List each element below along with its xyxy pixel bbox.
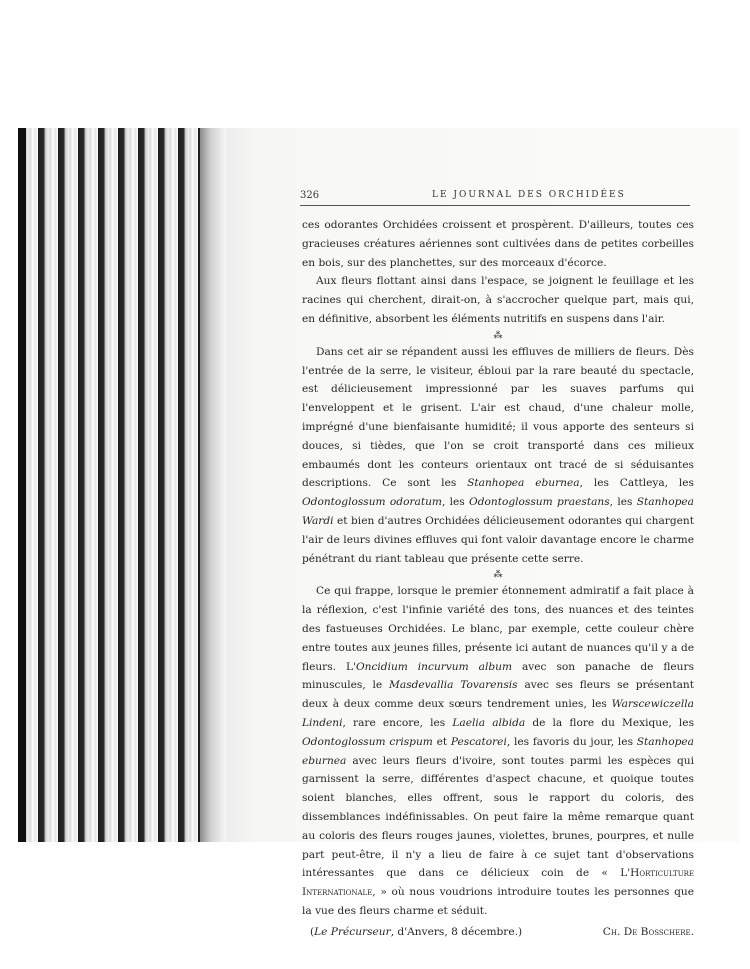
species-odontoglossum-praestans: Odontoglossum praestans [469, 496, 610, 509]
species-odontoglossum-crispum: Odontoglossum crispum [302, 735, 433, 748]
p4-text-1: Ce qui frappe, lorsque le premier étonnement admiratif a fait place à la réflexion, c'est l'infinie variété des tons, des nuances et des teintes des fastueuses Orchidées. Le blanc, par exemple, cette couleur chère entre toutes aux jeunes filles, présente ici autant de nuances qu'il y a de fleurs. L' [302, 585, 694, 673]
source-citation [310, 923, 522, 942]
species-oncidium-incurvum: Oncidium incurvum album [355, 660, 513, 673]
p4-text-4: , rare encore, les [342, 716, 453, 729]
p4-text-7: , les favoris du jour, les [506, 735, 637, 748]
page-number: 326 [300, 190, 320, 201]
p3-text-2: , les Cattleya, les [579, 477, 694, 490]
p4-text-3: avec ses fleurs se présentant deux à deux comme deux sœurs tendrement unies, les [302, 679, 694, 711]
author-name: Ch. De Bosschere. [602, 925, 694, 938]
species-warscewiczella-lindeni: Warscewiczella Lindeni [302, 698, 694, 729]
species-odontoglossum-odoratum: Odontoglossum odoratum [302, 496, 442, 509]
paragraph-2: Aux fleurs flottant ainsi dans l'espace, se joignent le feuillage et les racines qui cherchent, dirait-on, à s'accrocher quelque part, mais qui, en définitive, absorbent les éléments nutritifs en suspens dans l'air. [302, 275, 694, 325]
source-rest: , d'Anvers, 8 décembre.) [390, 925, 523, 938]
species-stanhopea-eburnea-2: Stanhopea eburnea [302, 735, 695, 767]
journal-title: LE JOURNAL DES ORCHIDÉES [432, 190, 626, 200]
binding-shadow [18, 128, 26, 842]
species-masdevallia-tovarensis: Masdevallia Tovarensis [389, 679, 518, 692]
horticulture-internationale: L'Horticulture Internationale [302, 867, 694, 899]
p4-text-9: , » où nous voudrions introduire toutes les personnes que la vue des fleurs charme et séduit. [302, 886, 694, 917]
p3-text-3: , les [441, 496, 470, 509]
header-rule [300, 205, 690, 206]
source-open: ( [310, 925, 315, 938]
species-stanhopea-wardi: Stanhopea Wardi [302, 496, 694, 527]
signature-line [302, 923, 694, 942]
scanned-spread [18, 128, 740, 938]
p4-text-8: avec leurs fleurs d'ivoire, sont toutes parmi les espèces qui garnissent la serre, différentes d'aspect chacune, et quoique toutes soient blanches, elles offrent, sous le rapport du coloris, des dissemblances indéfinissables. On peut faire la même remarque quant au coloris des fleurs rouges jaunes, violettes, brunes, pourpres, et nulle part peut-être, il n'y a lieu de faire à ce sujet tant d'observations intéressantes que dans ce délicieux coin de « [302, 754, 694, 880]
asterism-separator-1: ⁂ [493, 330, 503, 341]
page-fold-shadow [200, 128, 226, 842]
p4-text-2: avec son panache de fleurs minuscules, le [302, 660, 695, 692]
p4-text-6: et [432, 735, 451, 748]
paragraph-3 [302, 343, 694, 569]
paragraph-1: ces odorantes Orchidées croissent et prospèrent. D'ailleurs, toutes ces gracieuses créatures aériennes sont cultivées dans de petites corbeilles en bois, sur des planchettes, sur des morceaux d'écorce. [302, 219, 694, 269]
book-spine-edges [18, 128, 208, 842]
article-body [302, 216, 694, 941]
species-laelia-albida: Laelia albida [452, 716, 526, 729]
source-newspaper: Le Précurseur [314, 925, 391, 938]
p4-text-5: de la flore du Mexique, les [525, 716, 695, 729]
species-pescatorei: Pescatorei [450, 735, 507, 748]
species-stanhopea-eburnea: Stanhopea eburnea [467, 477, 580, 490]
p3-text-5: et bien d'autres Orchidées délicieusement odorantes qui chargent l'air de leurs divines effluves qui font valoir davantage encore le charme pénétrant du riant tableau que présente cette serre. [302, 514, 694, 565]
paragraph-4 [302, 582, 694, 920]
running-head [300, 190, 690, 204]
p3-text-1: Dans cet air se répandent aussi les effluves de milliers de fleurs. Dès l'entrée de la serre, le visiteur, ébloui par la rare beauté du spectacle, est délicieusement impressionné par les suaves parfums qui l'enveloppent et le grisent. L'air est chaud, d'une chaleur molle, imprégné d'une bienfaisante humidité; il vous apporte des senteurs si douces, si tièdes, que l'on se croit transporté dans ces milieux embaumés dont les conteurs orientaux ont tracé de si séduisantes descriptions. Ce sont les [302, 345, 694, 490]
p3-text-4: , les [609, 496, 637, 509]
asterism-separator-2: ⁂ [493, 570, 503, 581]
journal-page [226, 128, 740, 938]
